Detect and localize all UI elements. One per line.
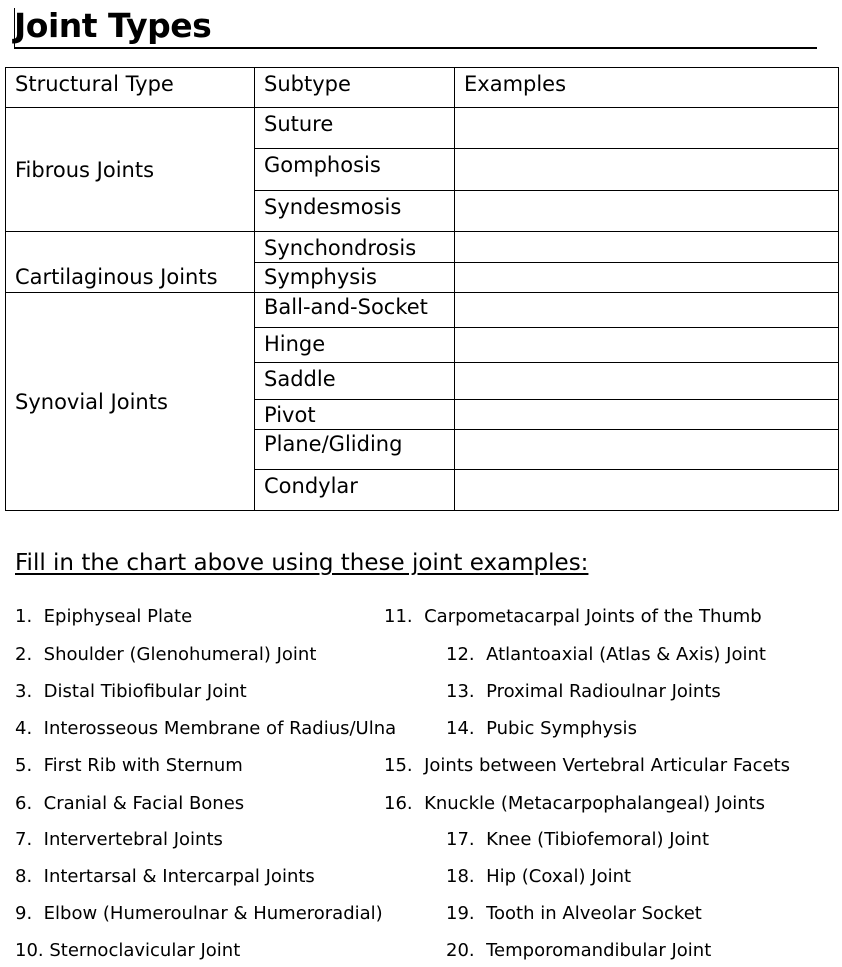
example-text: Knee (Tibiofemoral) Joint <box>486 829 710 850</box>
example-number: 14. <box>446 718 475 739</box>
examples-cell[interactable] <box>455 149 839 191</box>
example-text: Sternoclavicular Joint <box>49 940 241 961</box>
examples-cell[interactable] <box>455 430 839 470</box>
subtype-cell: Pivot <box>255 400 455 430</box>
example-text: Proximal Radioulnar Joints <box>486 681 721 702</box>
example-item <box>15 940 240 962</box>
examples-cell[interactable] <box>455 328 839 363</box>
subtype-cell: Synchondrosis <box>255 232 455 263</box>
example-item <box>446 718 637 740</box>
example-item <box>15 829 223 851</box>
subtype-cell: Symphysis <box>255 263 455 293</box>
example-number: 13. <box>446 681 475 702</box>
examples-cell[interactable] <box>455 263 839 293</box>
examples-cell[interactable] <box>455 363 839 400</box>
subtype-cell: Saddle <box>255 363 455 400</box>
example-text: Atlantoaxial (Atlas & Axis) Joint <box>486 644 766 665</box>
examples-cell[interactable] <box>455 293 839 328</box>
subtype-cell: Plane/Gliding <box>255 430 455 470</box>
example-number: 11. <box>384 606 413 627</box>
example-text: Tooth in Alveolar Socket <box>486 903 702 924</box>
example-item <box>384 606 762 628</box>
example-item <box>15 606 192 628</box>
example-item <box>15 644 316 666</box>
example-text: Intertarsal & Intercarpal Joints <box>43 866 315 887</box>
example-text: Joints between Vertebral Articular Facets <box>424 755 791 776</box>
example-text: Distal Tibiofibular Joint <box>43 681 247 702</box>
example-number: 12. <box>446 644 475 665</box>
example-item <box>15 866 315 888</box>
example-item <box>446 644 766 666</box>
example-item <box>446 829 709 851</box>
example-text: Elbow (Humeroulnar & Humeroradial) <box>43 903 383 924</box>
example-number: 16. <box>384 793 413 814</box>
header-examples: Examples <box>455 68 839 108</box>
example-item <box>446 903 702 925</box>
example-number: 15. <box>384 755 413 776</box>
example-item <box>15 793 244 815</box>
example-text: Knuckle (Metacarpophalangeal) Joints <box>424 793 766 814</box>
example-text: Interosseous Membrane of Radius/Ulna <box>43 718 397 739</box>
structural-type-cartilaginous: Cartilaginous Joints <box>6 232 255 293</box>
example-item <box>15 903 383 925</box>
subtype-cell: Ball-and-Socket <box>255 293 455 328</box>
example-number: 1. <box>15 606 33 627</box>
joint-types-table <box>5 67 839 511</box>
examples-cell[interactable] <box>455 232 839 263</box>
example-number: 8. <box>15 866 33 887</box>
examples-cell[interactable] <box>455 191 839 232</box>
header-structural-type: Structural Type <box>6 68 255 108</box>
example-text: Shoulder (Glenohumeral) Joint <box>43 644 317 665</box>
example-item <box>15 718 396 740</box>
instructions-heading: Fill in the chart above using these joint examples: <box>15 550 589 576</box>
page-title: Joint Types <box>14 6 212 45</box>
subtype-cell: Syndesmosis <box>255 191 455 232</box>
example-text: Temporomandibular Joint <box>486 940 712 961</box>
example-item <box>446 866 631 888</box>
examples-cell[interactable] <box>455 400 839 430</box>
examples-cell[interactable] <box>455 108 839 149</box>
example-item <box>15 755 243 777</box>
example-text: First Rib with Sternum <box>43 755 243 776</box>
example-number: 10. <box>15 940 44 961</box>
example-number: 5. <box>15 755 33 776</box>
table-row <box>6 108 839 149</box>
subtype-cell: Suture <box>255 108 455 149</box>
example-text: Intervertebral Joints <box>43 829 223 850</box>
example-number: 18. <box>446 866 475 887</box>
example-text: Hip (Coxal) Joint <box>486 866 632 887</box>
structural-type-synovial: Synovial Joints <box>6 293 255 511</box>
example-number: 19. <box>446 903 475 924</box>
example-item <box>384 755 790 777</box>
header-subtype: Subtype <box>255 68 455 108</box>
example-text: Carpometacarpal Joints of the Thumb <box>424 606 762 627</box>
example-item <box>446 940 711 962</box>
table-header-row <box>6 68 839 108</box>
example-number: 20. <box>446 940 475 961</box>
example-item <box>446 681 721 703</box>
example-number: 6. <box>15 793 33 814</box>
example-number: 2. <box>15 644 33 665</box>
table-row <box>6 293 839 328</box>
example-number: 9. <box>15 903 33 924</box>
example-number: 17. <box>446 829 475 850</box>
title-underline <box>14 47 817 49</box>
table-row <box>6 232 839 263</box>
example-item <box>384 793 765 815</box>
example-number: 4. <box>15 718 33 739</box>
subtype-cell: Gomphosis <box>255 149 455 191</box>
structural-type-fibrous: Fibrous Joints <box>6 108 255 232</box>
example-text: Cranial & Facial Bones <box>43 793 245 814</box>
example-text: Epiphyseal Plate <box>43 606 193 627</box>
subtype-cell: Hinge <box>255 328 455 363</box>
example-number: 7. <box>15 829 33 850</box>
subtype-cell: Condylar <box>255 470 455 511</box>
example-item <box>15 681 247 703</box>
examples-cell[interactable] <box>455 470 839 511</box>
example-number: 3. <box>15 681 33 702</box>
example-text: Pubic Symphysis <box>486 718 637 739</box>
